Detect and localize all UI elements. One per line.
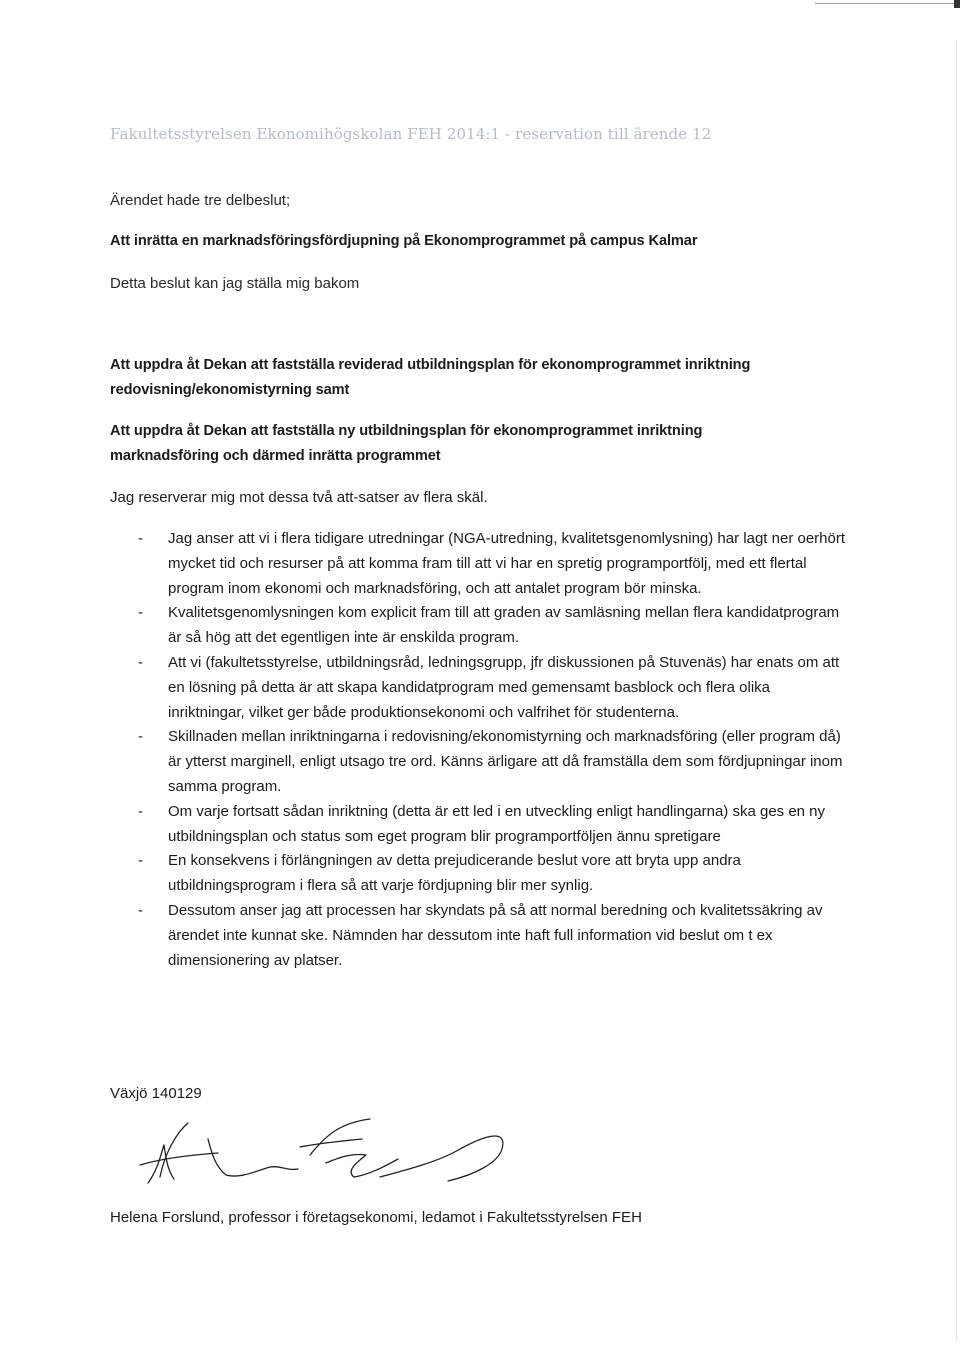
list-item: [110, 601, 850, 651]
bullet-dash: -: [138, 653, 143, 671]
signer-line: Helena Forslund, professor i företagsekonomi, ledamot i Fakultetsstyrelsen FEH: [110, 1209, 642, 1226]
list-item: [110, 725, 850, 799]
scan-edge-line: [956, 40, 957, 1340]
reasons-list: [110, 527, 850, 973]
reason-text: Om varje fortsatt sådan inriktning (detta är ett led i en utveckling enligt handlingarna) ska ges en ny utbildningsplan och status som eget program blir programportföljen ännu spretigare: [168, 802, 826, 845]
decision-3-line-1: Att uppdra åt Dekan att fastställa ny utbildningsplan för ekonomprogrammet inriktning: [110, 423, 703, 439]
list-item: [110, 800, 850, 850]
document-title: Fakultetsstyrelsen Ekonomihögskolan FEH 2014:1 - reservation till ärende 12: [110, 125, 712, 143]
reason-text: Skillnaden mellan inriktningarna i redovisning/ekonomistyrning och marknadsföring (eller program då) är ytterst marginell, enligt utsago tre ord. Känns ärligare att då framställa dem som fördjupningar inom samma program.: [168, 728, 843, 795]
bullet-dash: -: [138, 802, 143, 820]
reason-text: En konsekvens i förlängningen av detta prejudicerande beslut vore att bryta upp andra utbildningsprogram i flera så att varje fördjupning blir mer synlig.: [168, 852, 741, 895]
bullet-dash: -: [138, 604, 143, 622]
place-date: Växjö 140129: [110, 1085, 202, 1102]
bullet-dash: -: [138, 901, 143, 919]
reason-text: Att vi (fakultetsstyrelse, utbildningsråd, ledningsgrupp, jfr diskussionen på Stuvenäs) har enats om att en lösning på detta är att skapa kandidatprogram med gemensamt basblock och flera olika inriktningar, vilket ger både produktionsekonomi och valfrihet för studenterna.: [168, 653, 840, 721]
bullet-dash: -: [138, 852, 143, 870]
decision-2-line-1: Att uppdra åt Dekan att fastställa reviderad utbildningsplan för ekonomprogrammet inriktning: [110, 357, 751, 373]
decision-3-line-2: marknadsföring och därmed inrätta programmet: [110, 448, 441, 464]
decision-2-line-2: redovisning/ekonomistyrning samt: [110, 382, 350, 398]
list-item: [110, 899, 850, 973]
handwritten-signature: [130, 1105, 520, 1195]
reason-text: Dessutom anser jag att processen har skyndats på så att normal beredning och kvalitetssäkring av ärendet inte kunnat ske. Nämnden har dessutom inte haft full information vid beslut om t ex dimensionering av platser.: [168, 901, 823, 969]
intro-text: Ärendet hade tre delbeslut;: [110, 192, 291, 209]
reservation-intro: Jag reserverar mig mot dessa två att-satser av flera skäl.: [110, 489, 488, 506]
reason-text: Jag anser att vi i flera tidigare utredningar (NGA-utredning, kvalitetsgenomlysning) har lagt ner oerhört mycket tid och resurser på att komma fram till att vi har en spretig programportfölj, med ett flertal program inom ekonomi och marknadsföring, och att antalet program bör minska.: [168, 530, 846, 597]
list-item: [110, 849, 850, 899]
list-item: [110, 527, 850, 601]
bullet-dash: -: [138, 728, 143, 746]
bullet-dash: -: [138, 530, 143, 547]
decision-1-comment: Detta beslut kan jag ställa mig bakom: [110, 275, 360, 292]
scan-edge-mark: [815, 0, 960, 6]
decision-1: Att inrätta en marknadsföringsfördjupning på Ekonomprogrammet på campus Kalmar: [110, 233, 698, 249]
reason-text: Kvalitetsgenomlysningen kom explicit fram till att graden av samläsning mellan flera kandidatprogram är så hög att det egentligen inte är enskilda program.: [168, 604, 840, 647]
list-item: [110, 651, 850, 725]
